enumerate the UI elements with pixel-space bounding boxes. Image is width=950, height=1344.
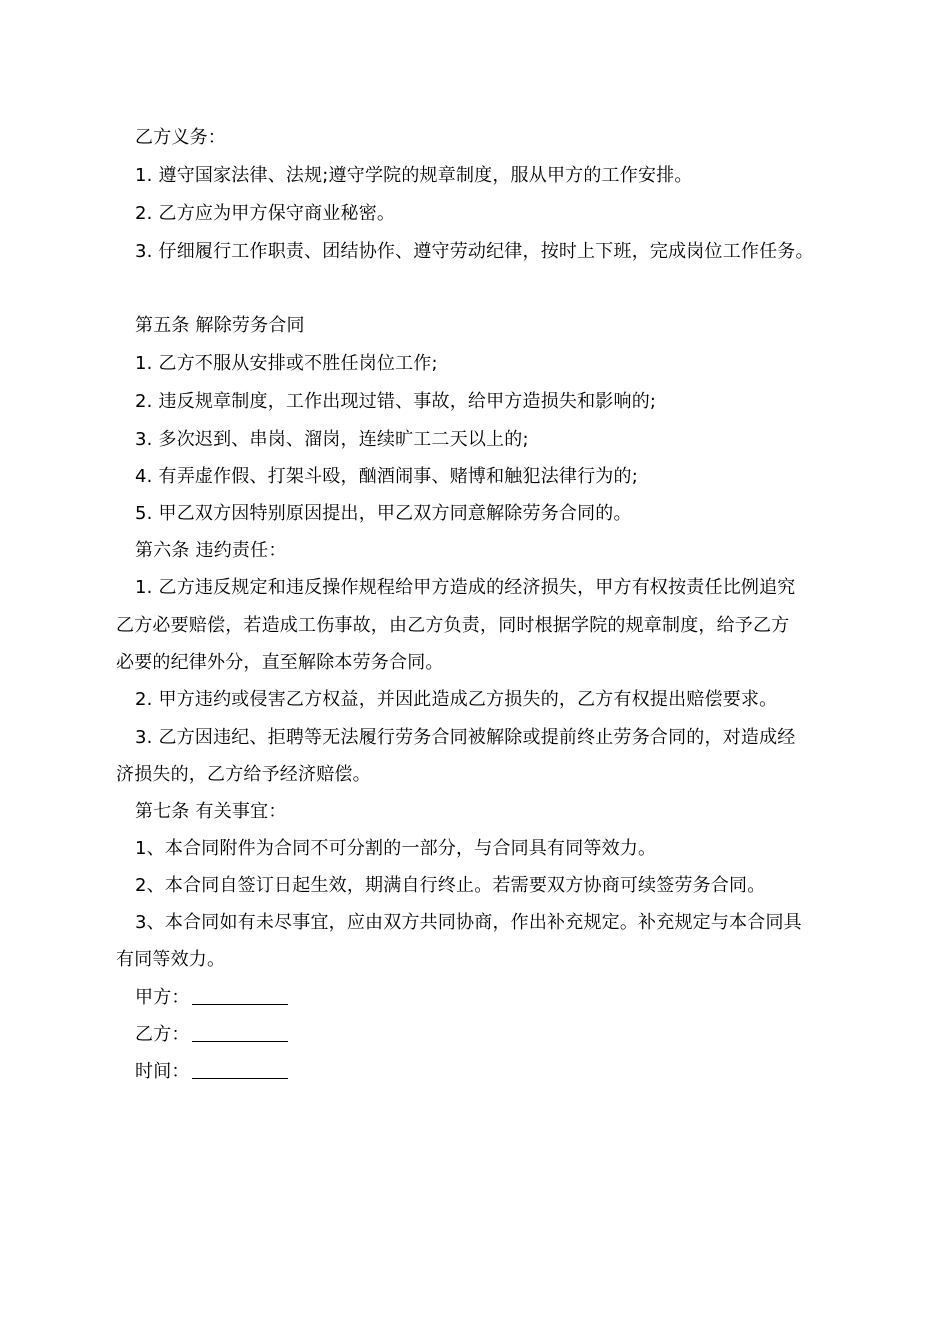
article-7-heading: 第七条 有关事宜： bbox=[135, 801, 287, 822]
article-7-item-1: 1、本合同附件为合同不可分割的一部分，与合同具有同等效力。 bbox=[135, 838, 657, 859]
section-heading-obligations: 乙方义务： bbox=[135, 127, 226, 148]
article-5-item-2: 2. 违反规章制度，工作出现过错、事故，给甲方造损失和影响的; bbox=[135, 391, 657, 412]
article-5-item-5: 5. 甲乙双方因特别原因提出，甲乙双方同意解除劳务合同的。 bbox=[135, 503, 632, 524]
article-7-item-2: 2、本合同自签订日起生效，期满自行终止。若需要双方协商可续签劳务合同。 bbox=[135, 875, 766, 896]
article-6-heading: 第六条 违约责任： bbox=[135, 540, 287, 561]
article-6-item-1-line-3: 必要的纪律外分，直至解除本劳务合同。 bbox=[116, 652, 444, 673]
article-6-item-2: 2. 甲方违约或侵害乙方权益，并因此造成乙方损失的，乙方有权提出赔偿要求。 bbox=[135, 689, 778, 710]
article-6-item-3-line-2: 济损失的，乙方给予经济赔偿。 bbox=[116, 764, 371, 785]
signature-date-label: 时间： bbox=[135, 1061, 190, 1082]
obligation-item-2: 2. 乙方应为甲方保守商业秘密。 bbox=[135, 203, 396, 224]
signature-date-blank[interactable] bbox=[192, 1062, 288, 1079]
article-6-item-3-line-1: 3. 乙方因违纪、拒聘等无法履行劳务合同被解除或提前终止劳务合同的，对造成经 bbox=[135, 727, 796, 748]
obligation-item-1: 1. 遵守国家法律、法规;遵守学院的规章制度，服从甲方的工作安排。 bbox=[135, 165, 693, 186]
signature-party-b-blank[interactable] bbox=[192, 1025, 288, 1042]
article-6-item-1-line-2: 乙方必要赔偿，若造成工伤事故，由乙方负责，同时根据学院的规章制度，给予乙方 bbox=[116, 615, 790, 636]
article-5-heading: 第五条 解除劳务合同 bbox=[135, 315, 305, 336]
signature-party-a-label: 甲方： bbox=[135, 987, 190, 1008]
signature-party-b bbox=[135, 1023, 288, 1047]
signature-party-b-label: 乙方： bbox=[135, 1024, 190, 1045]
signature-party-a-blank[interactable] bbox=[192, 988, 288, 1005]
article-7-item-3-line-2: 有同等效力。 bbox=[116, 949, 226, 970]
article-7-item-3-line-1: 3、本合同如有未尽事宜，应由双方共同协商，作出补充规定。补充规定与本合同具 bbox=[135, 912, 802, 933]
article-5-item-3: 3. 多次迟到、串岗、溜岗，连续旷工二天以上的; bbox=[135, 429, 529, 450]
signature-date bbox=[135, 1060, 288, 1084]
article-6-item-1-line-1: 1. 乙方违反规定和违反操作规程给甲方造成的经济损失，甲方有权按责任比例追究 bbox=[135, 577, 796, 598]
obligation-item-3: 3. 仔细履行工作职责、团结协作、遵守劳动纪律，按时上下班，完成岗位工作任务。 bbox=[135, 241, 814, 262]
article-5-item-4: 4. 有弄虚作假、打架斗殴，酗酒闹事、赌博和触犯法律行为的; bbox=[135, 466, 638, 487]
signature-party-a bbox=[135, 986, 288, 1010]
article-5-item-1: 1. 乙方不服从安排或不胜任岗位工作; bbox=[135, 353, 438, 374]
